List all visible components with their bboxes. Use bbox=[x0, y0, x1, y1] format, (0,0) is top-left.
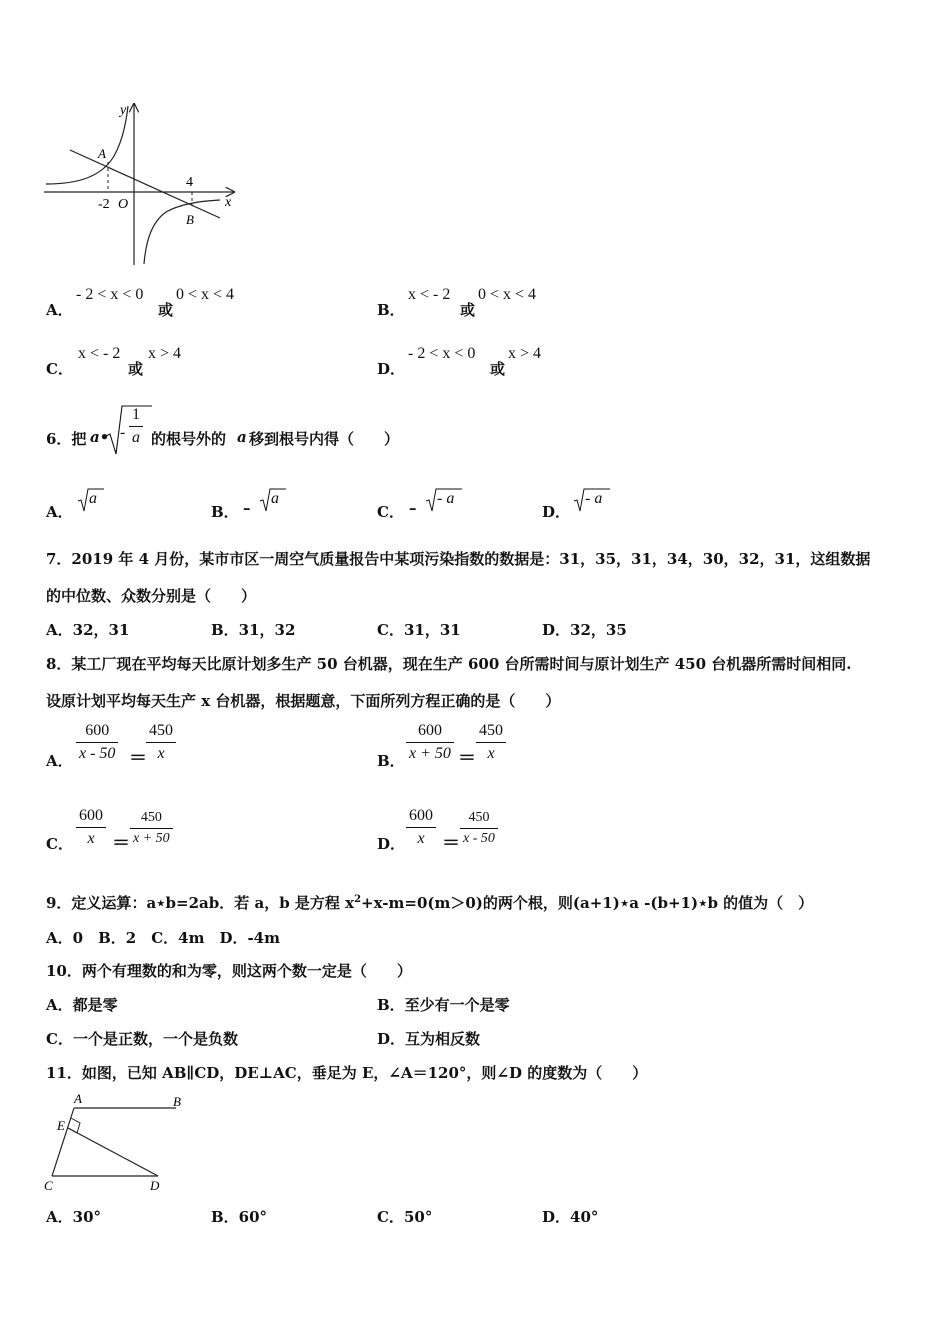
fraction-numerator: 450 bbox=[140, 810, 162, 825]
equals-sign: ＝ bbox=[458, 748, 476, 769]
fraction-bar bbox=[146, 742, 176, 743]
point-b-label: B bbox=[186, 212, 194, 227]
q6-fraction bbox=[129, 406, 143, 447]
fraction-denominator: x + 50 bbox=[409, 745, 451, 762]
q10-option-b[interactable]: B．至少有一个是零 bbox=[377, 996, 510, 1014]
option-right-inequality: 0 < x < 4 bbox=[478, 286, 537, 303]
fraction-denominator: x + 50 bbox=[133, 831, 170, 846]
fraction-denominator: a bbox=[132, 429, 140, 446]
label-c: C bbox=[44, 1178, 53, 1193]
line-de bbox=[68, 1128, 158, 1176]
option-label: A． bbox=[46, 301, 73, 319]
q9-options[interactable]: A．0 B．2 C．4m D．-4m bbox=[46, 929, 280, 947]
radicand: - a bbox=[437, 490, 455, 507]
fraction-numerator: 600 bbox=[85, 722, 110, 739]
fraction-denominator: x - 50 bbox=[463, 831, 495, 846]
option-label: A． bbox=[46, 752, 73, 770]
fraction-bar bbox=[406, 742, 454, 743]
option-label: D． bbox=[542, 503, 571, 521]
option-label: B． bbox=[377, 301, 405, 319]
fraction-numerator: 600 bbox=[409, 807, 433, 824]
label-d: D bbox=[150, 1178, 160, 1193]
option-right-inequality: x > 4 bbox=[508, 345, 542, 362]
q6-var-a2: a bbox=[237, 428, 247, 446]
option-left-inequality: x < - 2 bbox=[78, 345, 121, 362]
equals-sign: ＝ bbox=[129, 748, 147, 769]
q9-stem bbox=[46, 892, 813, 913]
q11-option-d[interactable]: D．40° bbox=[542, 1208, 599, 1226]
q6-text-1: 的根号外的 bbox=[151, 430, 227, 448]
or-word: 或 bbox=[128, 360, 144, 378]
point-a-label: A bbox=[98, 146, 106, 161]
q11-option-a[interactable]: A．30° bbox=[46, 1208, 102, 1226]
fraction-right bbox=[476, 722, 506, 763]
or-word: 或 bbox=[460, 301, 476, 319]
radicand: - a bbox=[585, 490, 603, 507]
radicand: a bbox=[89, 490, 97, 507]
option-label: B． bbox=[211, 503, 239, 521]
q10-stem: 10．两个有理数的和为零，则这两个数一定是（ ） bbox=[46, 962, 412, 980]
option-label: C． bbox=[46, 835, 73, 853]
fraction-bar bbox=[76, 742, 118, 743]
q7-option-b[interactable]: B．31，32 bbox=[211, 621, 296, 639]
q11-stem: 11．如图，已知 AB∥CD，DE⊥AC，垂足为 E，∠A＝120°，则∠D 的度数为（ ） bbox=[46, 1064, 648, 1082]
fraction-bar bbox=[476, 742, 506, 743]
q10-option-d[interactable]: D．互为相反数 bbox=[377, 1030, 481, 1048]
fraction-numerator: 600 bbox=[417, 722, 442, 739]
q7-option-a[interactable]: A．32，31 bbox=[46, 621, 130, 639]
fraction-right bbox=[460, 810, 498, 847]
fraction-numerator: 1 bbox=[132, 406, 140, 423]
fraction-numerator: 450 bbox=[149, 722, 173, 739]
fraction-right bbox=[130, 810, 173, 847]
q6-text-2: 移到根号内得（ ） bbox=[249, 430, 400, 448]
minus-sign: – bbox=[243, 499, 251, 517]
fraction-denominator: x bbox=[487, 745, 495, 762]
radicand: a bbox=[271, 490, 279, 507]
q11-option-b[interactable]: B．60° bbox=[211, 1208, 268, 1226]
fraction-denominator: x bbox=[417, 830, 425, 847]
q8-stem-line2: 设原计划平均每天生产 x 台机器，根据题意，下面所列方程正确的是（ ） bbox=[46, 692, 561, 710]
q7-stem-line1: 7．2019 年 4 月份，某市市区一周空气质量报告中某项污染指数的数据是：31，35，31，34，30，32，31，这组数据 bbox=[46, 550, 871, 568]
fraction-numerator: 600 bbox=[79, 807, 103, 824]
tick-4-label: 4 bbox=[186, 175, 193, 190]
fraction-denominator: x bbox=[157, 745, 165, 762]
option-left-inequality: x < - 2 bbox=[408, 286, 451, 303]
q7-option-d[interactable]: D．32，35 bbox=[542, 621, 627, 639]
fraction-bar bbox=[130, 828, 173, 829]
option-left-inequality: - 2 < x < 0 bbox=[408, 345, 476, 362]
or-word: 或 bbox=[158, 301, 174, 319]
linear-function-line bbox=[70, 150, 220, 218]
hyperbola-branch-left bbox=[46, 106, 128, 184]
q9-stem-part2: +x-m=0(m＞0)的两个根，则(a+1)⋆a -(b+1)⋆b 的值为（ ） bbox=[361, 894, 814, 912]
fraction-bar bbox=[129, 426, 143, 427]
q11-option-c[interactable]: C．50° bbox=[377, 1208, 433, 1226]
option-label: D． bbox=[377, 360, 406, 378]
q8-stem-line1: 8．某工厂现在平均每天比原计划多生产 50 台机器，现在生产 600 台所需时间与原计划生产 450 台机器所需时间相同. bbox=[46, 655, 852, 673]
equals-sign: ＝ bbox=[442, 833, 460, 854]
fraction-numerator: 450 bbox=[479, 722, 503, 739]
option-label: D． bbox=[377, 835, 406, 853]
q7-option-c[interactable]: C．31，31 bbox=[377, 621, 461, 639]
x-axis-label: x bbox=[225, 195, 232, 210]
q6-prefix: 6．把 bbox=[46, 430, 87, 448]
fraction-left bbox=[406, 807, 436, 848]
fraction-bar bbox=[460, 828, 498, 829]
q7-stem-line2: 的中位数、众数分别是（ ） bbox=[46, 587, 257, 605]
option-label: C． bbox=[46, 360, 73, 378]
parallel-lines-figure bbox=[40, 1090, 200, 1196]
y-axis-label: y bbox=[120, 103, 127, 118]
hyperbola-line-graph bbox=[40, 100, 240, 270]
option-label: C． bbox=[377, 503, 404, 521]
fraction-numerator: 450 bbox=[468, 810, 490, 825]
q6-minus: - bbox=[120, 424, 126, 441]
origin-label: O bbox=[118, 197, 129, 212]
q9-stem-part1: 9．定义运算：a⋆b=2ab．若 a，b 是方程 x bbox=[46, 894, 355, 912]
option-label: A． bbox=[46, 503, 73, 521]
option-right-inequality: 0 < x < 4 bbox=[176, 286, 235, 303]
q10-option-c[interactable]: C．一个是正数，一个是负数 bbox=[46, 1030, 238, 1048]
fraction-left bbox=[76, 807, 106, 848]
fraction-right bbox=[146, 722, 176, 763]
label-b: B bbox=[173, 1094, 181, 1109]
equals-sign: ＝ bbox=[112, 833, 130, 854]
fraction-bar bbox=[406, 827, 436, 828]
q6-var-a: a• bbox=[90, 428, 110, 446]
option-right-inequality: x > 4 bbox=[148, 345, 182, 362]
minus-sign: – bbox=[409, 499, 417, 517]
label-e: E bbox=[57, 1118, 65, 1133]
fraction-denominator: x bbox=[87, 830, 95, 847]
q10-option-a[interactable]: A．都是零 bbox=[46, 996, 118, 1014]
fraction-left bbox=[406, 722, 454, 763]
fraction-left bbox=[76, 722, 118, 763]
option-label: B． bbox=[377, 752, 405, 770]
q9-exponent: 2 bbox=[354, 894, 362, 905]
fraction-bar bbox=[76, 827, 106, 828]
fraction-denominator: x - 50 bbox=[79, 745, 116, 762]
tick-neg2-label: -2 bbox=[98, 197, 110, 212]
or-word: 或 bbox=[490, 360, 506, 378]
label-a: A bbox=[74, 1091, 82, 1106]
option-left-inequality: - 2 < x < 0 bbox=[76, 286, 144, 303]
hyperbola-branch-right bbox=[144, 200, 220, 264]
